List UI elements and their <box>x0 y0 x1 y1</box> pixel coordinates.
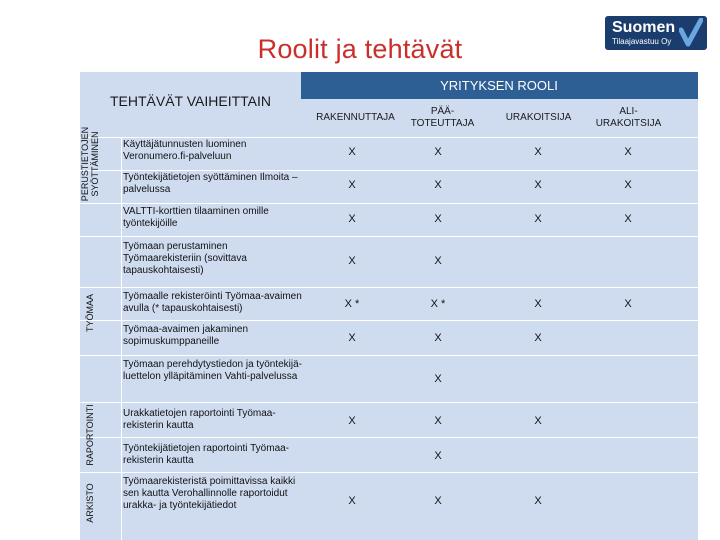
cell-rakennuttaja: X <box>348 213 356 225</box>
cell-paatoteuttaja: X <box>434 373 442 385</box>
cell-rakennuttaja: X <box>348 332 356 344</box>
task-label: Työmaan perehdytystiedon ja työntekijä-luettelon ylläpitäminen Vahti-palvelussa <box>123 359 302 382</box>
task-label: Työmaan perustaminen Työmaarekisteriin (sovittava tapauskohtaisesti) <box>123 241 247 276</box>
cell-urakoitsija: X <box>534 415 542 427</box>
cell-rakennuttaja: X <box>348 415 356 427</box>
group-label-arkisto: ARKISTO <box>85 483 95 523</box>
column-divider <box>121 137 122 540</box>
cell-urakoitsija: X <box>534 332 542 344</box>
logo-check-icon <box>679 18 703 48</box>
column-header-rakennuttaja: RAKENNUTTAJA <box>316 112 395 123</box>
cell-paatoteuttaja: X <box>434 332 442 344</box>
row-divider <box>80 170 698 171</box>
column-header-urakoitsija: URAKOITSIJA <box>505 112 572 123</box>
group-label-tyomaa: TYÖMAA <box>85 294 95 333</box>
task-label: Työmaarekisteristä poimittavissa kaikki sen kautta Verohallinnolle raportoidut urakka- ja työntekijätiedot <box>123 476 296 511</box>
cell-paatoteuttaja: X <box>434 213 442 225</box>
column-header-aliurakoitsija: ALI- URAKOITSIJA <box>595 106 662 129</box>
row-divider <box>80 137 698 138</box>
role-title: YRITYKSEN ROOLI <box>440 78 558 93</box>
cell-paatoteuttaja: X <box>434 450 442 462</box>
cell-urakoitsija: X <box>534 213 542 225</box>
row-divider <box>80 236 698 237</box>
task-label: Työntekijätietojen raportointi Työmaa-rekisterin kautta <box>123 443 290 466</box>
cell-aliurakoitsija: X <box>624 179 632 191</box>
logo-line2: Tilaajavastuu Oy <box>612 37 672 46</box>
row-divider <box>80 355 698 356</box>
cell-rakennuttaja: X <box>348 146 356 158</box>
cell-paatoteuttaja: X <box>434 255 442 267</box>
cell-urakoitsija: X <box>534 495 542 507</box>
cell-urakoitsija: X <box>534 298 542 310</box>
row-divider <box>80 437 698 438</box>
group-label-raportointi: RAPORTOINTI <box>85 404 95 466</box>
cell-aliurakoitsija: X <box>624 298 632 310</box>
column-header-paatoteuttaja: PÄÄ- TOTEUTTAJA <box>410 106 475 129</box>
cell-paatoteuttaja: X <box>434 146 442 158</box>
task-label: Urakkatietojen raportointi Työmaa-rekisterin kautta <box>123 408 276 431</box>
task-label: VALTTI-korttien tilaaminen omille työntekijöille <box>123 206 269 229</box>
row-divider <box>80 320 698 321</box>
cell-paatoteuttaja: X * <box>430 298 446 310</box>
cell-aliurakoitsija: X <box>624 213 632 225</box>
tasks-title: TEHTÄVÄT VAIHEITTAIN <box>109 93 272 109</box>
cell-urakoitsija: X <box>534 179 542 191</box>
role-header <box>300 72 698 99</box>
cell-paatoteuttaja: X <box>434 179 442 191</box>
cell-aliurakoitsija: X <box>624 146 632 158</box>
row-divider <box>80 203 698 204</box>
cell-rakennuttaja: X <box>348 179 356 191</box>
company-logo <box>605 16 707 50</box>
row-divider <box>80 287 698 288</box>
group-label-perustiedot: PERUSTIETOJEN SYÖTTÄMINEN <box>80 126 100 202</box>
task-label: Työmaalle rekisteröinti Työmaa-avaimen avulla (* tapauskohtaisesti) <box>123 291 302 314</box>
cell-paatoteuttaja: X <box>434 495 442 507</box>
task-label: Työmaa-avaimen jakaminen sopimuskumppaneille <box>123 324 249 347</box>
cell-paatoteuttaja: X <box>434 415 442 427</box>
row-divider <box>80 472 698 473</box>
logo-line1: Suomen <box>612 19 676 36</box>
task-label: Käyttäjätunnusten luominen Veronumero.fi-palveluun <box>123 139 247 162</box>
cell-rakennuttaja: X <box>348 255 356 267</box>
row-divider <box>80 402 698 403</box>
cell-urakoitsija: X <box>534 146 542 158</box>
page-title: Roolit ja tehtävät <box>257 34 463 64</box>
task-label: Työntekijätietojen syöttäminen Ilmoita – palvelussa <box>123 172 298 195</box>
cell-rakennuttaja: X * <box>344 298 360 310</box>
cell-rakennuttaja: X <box>348 495 356 507</box>
